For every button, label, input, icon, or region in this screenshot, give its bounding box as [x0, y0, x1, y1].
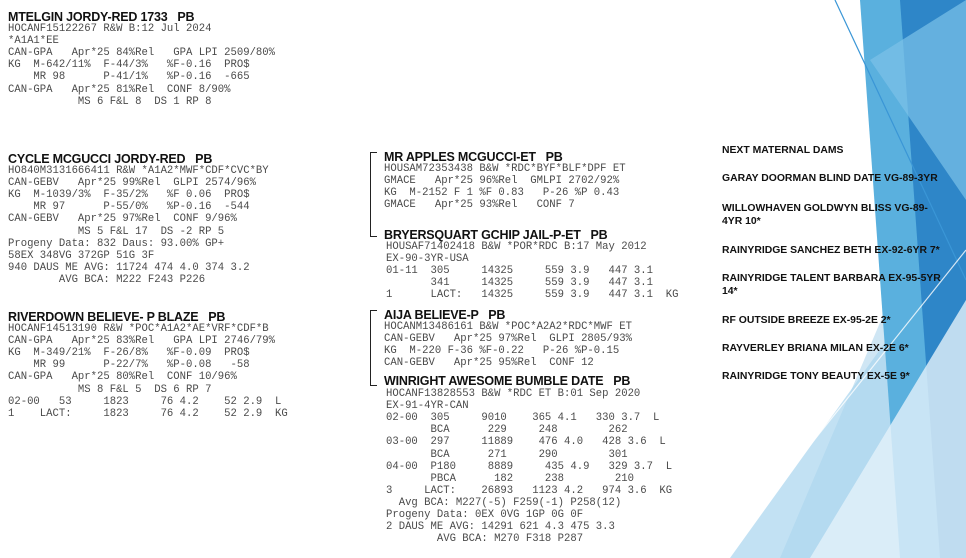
sire3-line: KG M-349/21% F-26/8% %F-0.09 PRO$	[8, 347, 250, 360]
sire3-line: MS 8 F&L 5 DS 6 RP 7	[8, 383, 212, 396]
dam2-line: 01-11 305 14325 559 3.9 447 3.1	[386, 265, 654, 278]
dam4-line: BCA 229 248 262	[386, 424, 628, 437]
dam2-name: BRYERSQUART GCHIP JAIL-P-ET PB	[384, 228, 608, 242]
sire3-line: CAN-GPA Apr*25 83%Rel GPA LPI 2746/79%	[8, 335, 276, 348]
dam3-line: HOCANM13486161 B&W *POC*A2A2*RDC*MWF ET	[384, 321, 632, 333]
maternal-dam-item: RAINYRIDGE TALENT BARBARA EX-95-5YR 14*	[722, 273, 941, 297]
sire2-line: 58EX 348VG 372GP 51G 3F	[8, 249, 155, 262]
maternal-dam-item: RAYVERLEY BRIANA MILAN EX-2E 6*	[722, 343, 909, 354]
dam1-line: KG M-2152 F 1 %F 0.83 P-26 %P 0.43	[384, 187, 620, 200]
dam4-line: 04-00 P180 8889 435 4.9 329 3.7 L	[386, 460, 673, 473]
sire1-line: CAN-GPA Apr*25 81%Rel CONF 8/90%	[8, 83, 231, 96]
maternal-dam-item: RAINYRIDGE SANCHEZ BETH EX-92-6YR 7*	[722, 245, 940, 256]
dam3-line: CAN-GEBV Apr*25 95%Rel CONF 12	[384, 357, 594, 370]
sire1-line: KG M-642/11% F-44/3% %F-0.16 PRO$	[8, 59, 250, 72]
dam4-line: Avg BCA: M227(-5) F259(-1) P258(12)	[386, 496, 622, 509]
maternal-dam-item: WILLOWHAVEN GOLDWYN BLISS VG-89- 4YR 10*	[722, 203, 928, 227]
dam2-line: HOUSAF71402418 B&W *POR*RDC B:17 May 2012	[386, 241, 647, 253]
dam4-name: WINRIGHT AWESOME BUMBLE DATE PB	[384, 374, 631, 388]
dam1-line: GMACE Apr*25 93%Rel CONF 7	[384, 199, 575, 212]
dam4-line: HOCANF13828553 B&W *RDC ET B:01 Sep 2020	[386, 388, 641, 400]
dam2-line: 1 LACT: 14325 559 3.9 447 3.1 KG	[386, 289, 679, 302]
sire2-line: CAN-GEBV Apr*25 97%Rel CONF 9/96%	[8, 213, 237, 226]
sire1-line: MR 98 P-41/1% %P-0.16 -665	[8, 71, 250, 84]
sire2-line: Progeny Data: 832 Daus: 93.00% GP+	[8, 237, 225, 250]
maternal-dam-item: RAINYRIDGE TONY BEAUTY EX-5E 9*	[722, 371, 910, 382]
dam1-line: GMACE Apr*25 96%Rel GMLPI 2702/92%	[384, 175, 620, 188]
sire3-line: CAN-GPA Apr*25 80%Rel CONF 10/96%	[8, 371, 237, 384]
maternal-dam-item: GARAY DOORMAN BLIND DATE VG-89-3YR	[722, 173, 938, 184]
dam4-line: EX-91-4YR-CAN	[386, 400, 469, 413]
sire3-line: MR 99 P-22/7% %P-0.08 -58	[8, 359, 250, 372]
sire3-line: 1 LACT: 1823 76 4.2 52 2.9 KG	[8, 407, 288, 420]
sire3-line: 02-00 53 1823 76 4.2 52 2.9 L	[8, 395, 282, 408]
dam4-line: AVG BCA: M270 F318 P287	[386, 533, 584, 546]
sire3-line: HOCANF14513190 R&W *POC*A1A2*AE*VRF*CDF*B	[8, 323, 269, 335]
sire2-line: MR 97 P-55/0% %P-0.16 -544	[8, 201, 250, 214]
sire1-name: MTELGIN JORDY-RED 1733 PB	[8, 10, 195, 24]
dam1-name: MR APPLES MCGUCCI-ET PB	[384, 150, 563, 164]
sire1-line: HOCANF15122267 R&W B:12 Jul 2024	[8, 23, 212, 35]
pedigree-bracket-top	[370, 152, 377, 237]
dam4-line: 03-00 297 11889 476 4.0 428 3.6 L	[386, 436, 666, 449]
pedigree-bracket-bottom	[370, 310, 377, 386]
sire1-line: MS 6 F&L 8 DS 1 RP 8	[8, 95, 212, 108]
sire3-name: RIVERDOWN BELIEVE- P BLAZE PB	[8, 310, 226, 324]
maternal-heading: NEXT MATERNAL DAMS	[722, 145, 844, 156]
sire2-line: KG M-1039/3% F-35/2% %F 0.06 PRO$	[8, 189, 250, 202]
sire1-line: CAN-GPA Apr*25 84%Rel GPA LPI 2509/80%	[8, 47, 276, 60]
dam4-line: BCA 271 290 301	[386, 448, 628, 461]
dam4-line: 2 DAUS ME AVG: 14291 621 4.3 475 3.3	[386, 521, 615, 534]
sire2-line: AVG BCA: M222 F243 P226	[8, 273, 206, 286]
dam4-line: PBCA 182 238 210	[386, 472, 634, 485]
dam3-line: CAN-GEBV Apr*25 97%Rel GLPI 2805/93%	[384, 333, 632, 346]
sire1-line: *A1A1*EE	[8, 35, 59, 48]
sire2-line: HO840M3131666411 R&W *A1A2*MWF*CDF*CVC*BY	[8, 165, 269, 177]
dam4-line: Progeny Data: 0EX 0VG 1GP 0G 0F	[386, 509, 584, 521]
maternal-dam-item: RF OUTSIDE BREEZE EX-95-2E 2*	[722, 315, 891, 326]
dam3-line: KG M-220 F-36 %F-0.22 P-26 %P-0.15	[384, 345, 620, 358]
sire2-name: CYCLE MCGUCCI JORDY-RED PB	[8, 152, 213, 166]
dam2-line: 341 14325 559 3.9 447 3.1	[386, 277, 654, 290]
sire2-line: MS 5 F&L 17 DS -2 RP 5	[8, 225, 225, 238]
dam4-line: 3 LACT: 26893 1123 4.2 974 3.6 KG	[386, 484, 673, 497]
sire2-line: 940 DAUS ME AVG: 11724 474 4.0 374 3.2	[8, 261, 250, 274]
dam1-line: HOUSAM72353438 B&W *RDC*BYF*BLF*DPF ET	[384, 163, 626, 175]
dam2-line: EX-90-3YR-USA	[386, 253, 469, 266]
dam4-line: 02-00 305 9010 365 4.1 330 3.7 L	[386, 412, 660, 425]
dam3-name: AIJA BELIEVE-P PB	[384, 308, 506, 322]
sire2-line: CAN-GEBV Apr*25 99%Rel GLPI 2574/96%	[8, 177, 256, 190]
